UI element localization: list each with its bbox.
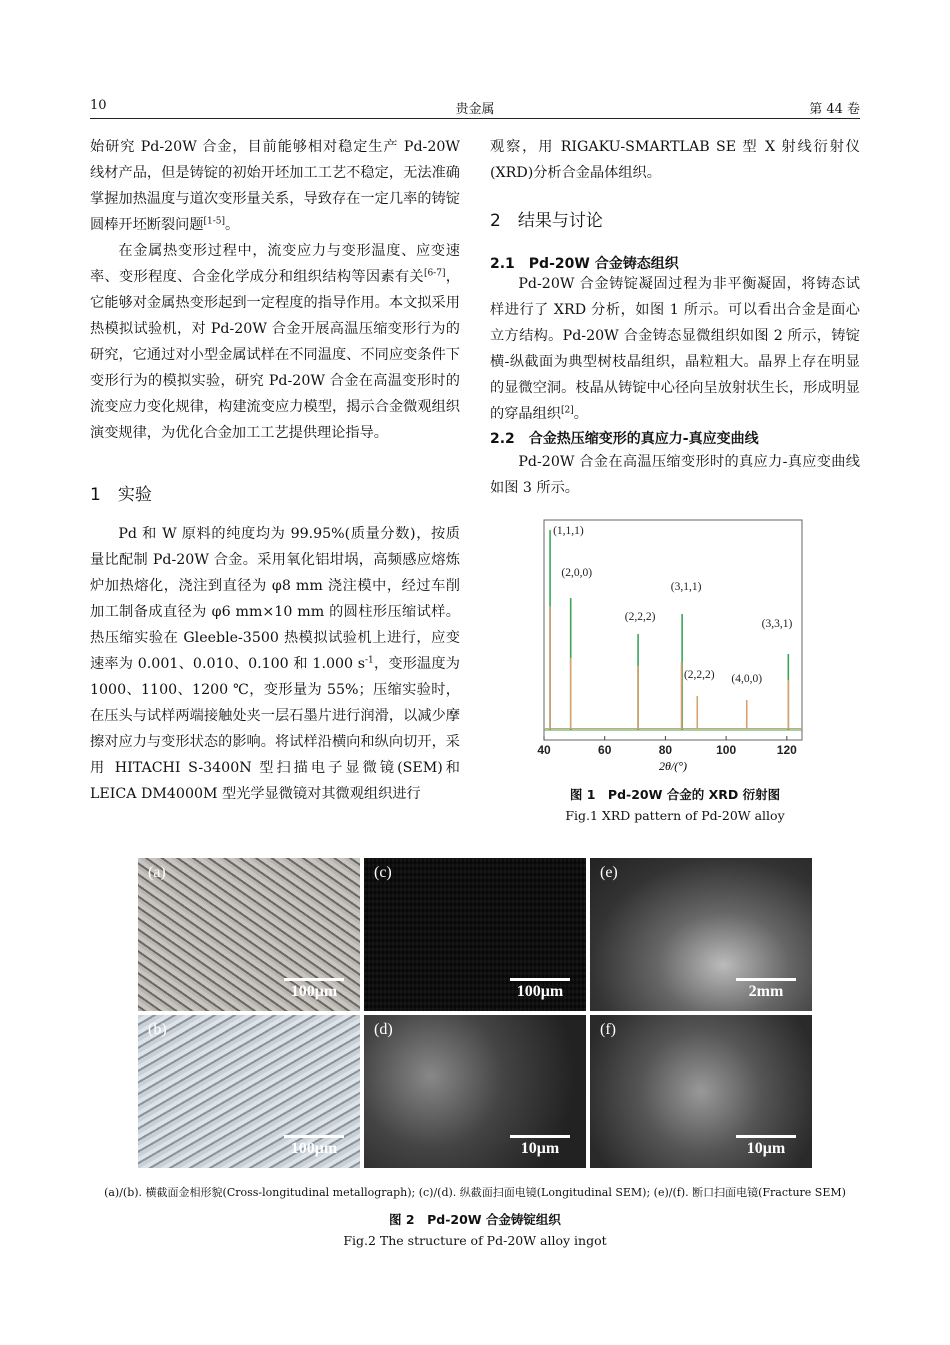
- micrograph-grid: [138, 858, 812, 1172]
- paragraph: Pd 和 W 原料的纯度均为 99.95%(质量分数)，按质量比配制 Pd-20W 合金。采用氧化铝坩埚，高频感应熔炼炉加热熔化，浇注到直径为 φ8 mm 浇注模中，经过车削加工制备成直径为 φ6 mm×10 mm 的圆柱形压缩试样。热压缩实验在 Gleeble-3500 热模拟试验机上进行，应变速率为 0.001、0.010、0.100 和 1.000 $s^{-1}$，变形温度为 1000、1100、1200 ℃，变形量为 55%；压缩实验时，在压头与试样两端接触处夹一层石墨片进行润滑，以减少摩擦对应力与变形状态的影响。将试样沿横向和纵向切开，采用 HITACHI S-3400N 型扫描电子显微镜(SEM)和 LEICA DM4000M 型光学显微镜对其微观组织进行: [90, 526, 460, 802]
- peak-label: (1,1,1): [553, 525, 584, 537]
- paragraph: Pd-20W 合金铸锭凝固过程为非平衡凝固，将铸态试样进行了 XRD 分析，如图 1 所示。可以看出合金是面心立方结构。Pd-20W 合金铸态显微组织如图 2 所示，铸锭横-纵截面为典型树枝晶组织，晶粒粗大。晶界上存在明显的显微空洞。枝晶从铸锭中心径向呈放射状生长，形成明显的穿晶组织[2]。: [490, 276, 860, 422]
- panel-label: (a): [148, 864, 166, 881]
- section-heading-experiment: 1 实验: [90, 485, 152, 505]
- scale-bar: 100μm: [284, 1135, 344, 1158]
- x-tick-label: 40: [537, 743, 551, 757]
- micrograph-panel: [364, 1015, 586, 1168]
- x-tick-label: 80: [658, 743, 673, 757]
- scale-bar: 100μm: [284, 978, 344, 1001]
- page-number: 10: [90, 98, 107, 113]
- fig2-caption-cn: 图 2 Pd-20W 合金铸锭组织: [389, 1212, 561, 1227]
- paragraph: Pd-20W 合金在高温压缩变形时的真应力-真应变曲线如图 3 所示。: [490, 454, 860, 496]
- peak-label: (2,2,2): [624, 611, 656, 623]
- right-column-bottom: [490, 449, 860, 501]
- micrograph-panel: [138, 1015, 360, 1168]
- peak-label: (4,0,0): [731, 673, 763, 685]
- paragraph: 始研究 Pd-20W 合金，目前能够相对稳定生产 Pd-20W 线材产品，但是铸锭的初始开坯加工工艺不稳定，无法准确掌握加热温度与道次变形量关系，导致存在一定几率的铸锭圆棒开坯断裂问题[1-5]。: [90, 139, 460, 233]
- paragraph: 在金属热变形过程中，流变应力与变形温度、应变速率、变形程度、合金化学成分和组织结构等因素有关[6-7]，它能够对金属热变形起到一定程度的指导作用。本文拟采用热模拟试验机，对 Pd-20W 合金开展高温压缩变形行为的研究，它通过对小型金属试样在不同温度、不同应变条件下变形行为的模拟实验，研究 Pd-20W 合金在高温变形时的流变应力变化规律，构建流变应力模型，揭示合金微观组织演变规律，为优化合金加工工艺提供理论指导。: [90, 243, 460, 441]
- right-column-top: [490, 134, 860, 186]
- peak-label: (2,0,0): [561, 567, 593, 579]
- scale-bar: 10μm: [736, 1135, 796, 1158]
- x-tick-label: 100: [716, 743, 737, 757]
- panel-label: (b): [148, 1021, 167, 1038]
- paragraph: 观察，用 RIGAKU-SMARTLAB SE 型 X 射线衍射仪(XRD)分析合金晶体组织。: [490, 139, 860, 181]
- peak-label: (3,3,1): [761, 618, 793, 630]
- micrograph-panel: [590, 1015, 812, 1168]
- x-tick-label: 60: [598, 743, 612, 757]
- peak-label: (3,1,1): [670, 581, 702, 593]
- scale-bar: 100μm: [510, 978, 570, 1001]
- fig2-legend: (a)/(b). 横截面金相形貌(Cross-longitudinal metallograph); (c)/(d). 纵截面扫面电镜(Longitudinal SEM); (e)/(f). 断口扫面电镜(Fracture SEM): [104, 1186, 846, 1199]
- scale-bar: 2mm: [736, 978, 796, 1001]
- left-column-top: [90, 134, 460, 446]
- journal-name: 贵金属: [455, 102, 495, 117]
- panel-label: (f): [600, 1021, 616, 1038]
- panel-label: (c): [374, 864, 392, 881]
- panel-label: (e): [600, 864, 618, 881]
- fig2-caption-en: Fig.2 The structure of Pd-20W alloy ingot: [343, 1233, 607, 1248]
- xrd-chart: [518, 514, 818, 776]
- subsection-heading-2-1: 2.1 Pd-20W 合金铸态组织: [490, 256, 679, 272]
- panel-label: (d): [374, 1021, 393, 1038]
- subsection-heading-2-2: 2.2 合金热压缩变形的真应力-真应变曲线: [490, 431, 759, 447]
- section-heading-results: 2 结果与讨论: [490, 211, 603, 231]
- volume-number: 第 44 卷: [809, 102, 860, 117]
- x-tick-label: 120: [776, 743, 797, 757]
- fig1-caption-cn: 图 1 Pd-20W 合金的 XRD 衍射图: [569, 787, 781, 802]
- plot-frame: [544, 520, 802, 740]
- micrograph-panel: [590, 858, 812, 1011]
- scale-bar: 10μm: [510, 1135, 570, 1158]
- x-axis-label: 2θ/(°): [658, 759, 688, 773]
- running-header: [90, 98, 860, 119]
- micrograph-panel: [364, 858, 586, 1011]
- peak-label: (2,2,2): [683, 669, 715, 681]
- micrograph-panel: [138, 858, 360, 1011]
- fig1-caption-en: Fig.1 XRD pattern of Pd-20W alloy: [565, 808, 785, 823]
- left-column-bottom: [90, 521, 460, 807]
- right-column-mid: [490, 271, 860, 427]
